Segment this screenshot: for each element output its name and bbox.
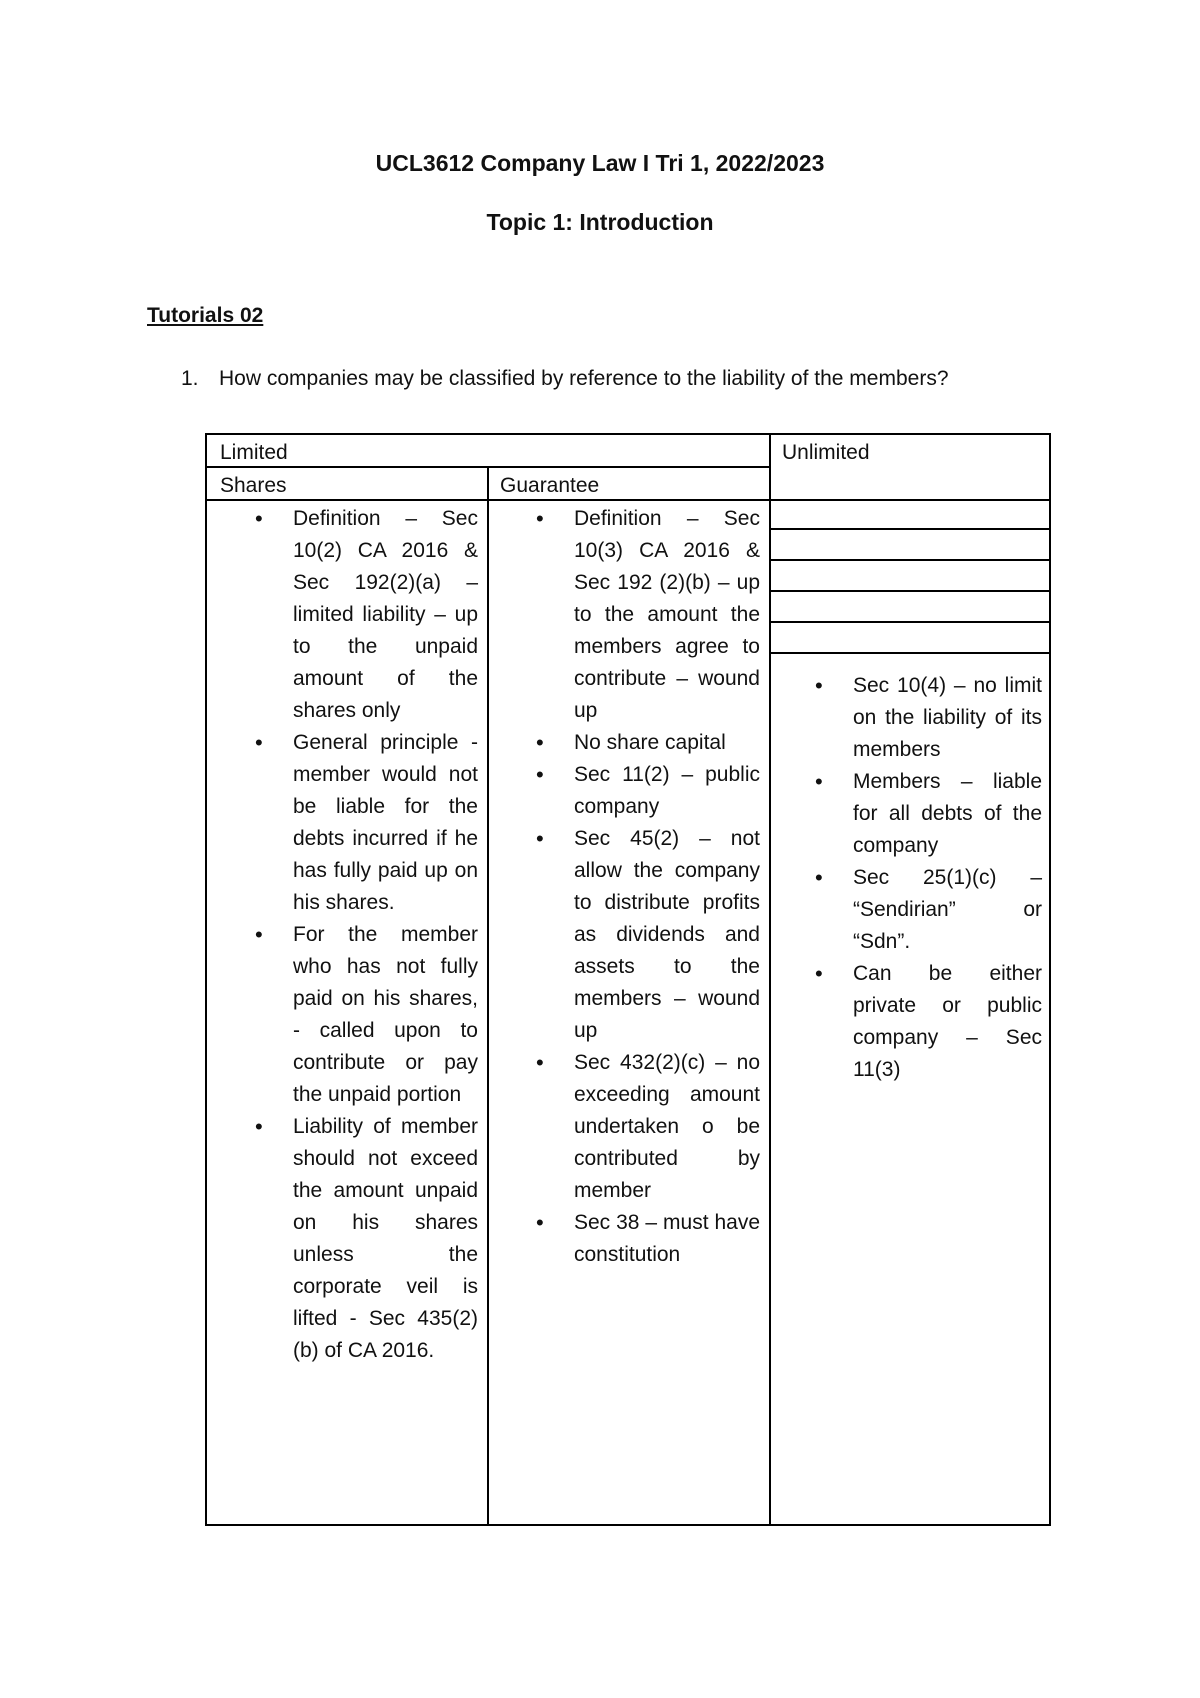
unlimited-point: • Sec 10(4) – no limit on the liability of its members xyxy=(853,670,1042,766)
shares-point: • For the member who has not fully paid on his shares, - called upon to contribute or pay the unpaid portion xyxy=(293,919,478,1111)
guarantee-point: • Sec 45(2) – not allow the company to distribute profits as dividends and assets to the members – wound up xyxy=(574,823,760,1047)
table-divider-shares-guarantee xyxy=(487,466,489,1526)
document-title: UCL3612 Company Law I Tri 1, 2022/2023 xyxy=(375,150,825,176)
guarantee-column xyxy=(574,503,760,1271)
question-number: 1. xyxy=(181,367,199,390)
blank-row xyxy=(771,623,1051,654)
header-limited: Limited xyxy=(220,441,288,464)
document-subtitle: Topic 1: Introduction xyxy=(486,209,714,235)
unlimited-point: • Members – liable for all debts of the company xyxy=(853,766,1042,862)
guarantee-point: • Definition – Sec 10(3) CA 2016 & Sec 192 (2)(b) – up to the amount the members agree to contribute – wound up xyxy=(574,503,760,727)
blank-row xyxy=(771,499,1051,530)
shares-column xyxy=(293,503,478,1367)
section-heading: Tutorials 02 xyxy=(147,304,264,327)
header-guarantee: Guarantee xyxy=(500,474,600,497)
guarantee-point: • Sec 38 – must have constitution xyxy=(574,1207,760,1271)
header-shares: Shares xyxy=(220,474,287,497)
unlimited-point: • Can be either private or public company – Sec 11(3) xyxy=(853,958,1042,1086)
header-unlimited: Unlimited xyxy=(782,441,870,464)
blank-row xyxy=(771,592,1051,623)
shares-point: • General principle - member would not be liable for the debts incurred if he has fully paid up on his shares. xyxy=(293,727,478,919)
blank-row xyxy=(771,561,1051,592)
unlimited-blank-rows xyxy=(771,499,1051,654)
blank-row xyxy=(771,530,1051,561)
shares-point: • Definition – Sec 10(2) CA 2016 & Sec 192(2)(a) – limited liability – up to the unpaid amount of the shares only xyxy=(293,503,478,727)
unlimited-point: • Sec 25(1)(c) – “Sendirian” or “Sdn”. xyxy=(853,862,1042,958)
question-text: How companies may be classified by reference to the liability of the members? xyxy=(219,367,949,390)
guarantee-point: • Sec 432(2)(c) – no exceeding amount undertaken o be contributed by member xyxy=(574,1047,760,1207)
shares-point: • Liability of member should not exceed the amount unpaid on his shares unless the corporate veil is lifted - Sec 435(2)(b) of CA 2016. xyxy=(293,1111,478,1367)
guarantee-point: • No share capital xyxy=(574,727,760,759)
table-divider-limited-header xyxy=(205,466,770,468)
guarantee-point: • Sec 11(2) – public company xyxy=(574,759,760,823)
unlimited-column xyxy=(853,670,1042,1086)
